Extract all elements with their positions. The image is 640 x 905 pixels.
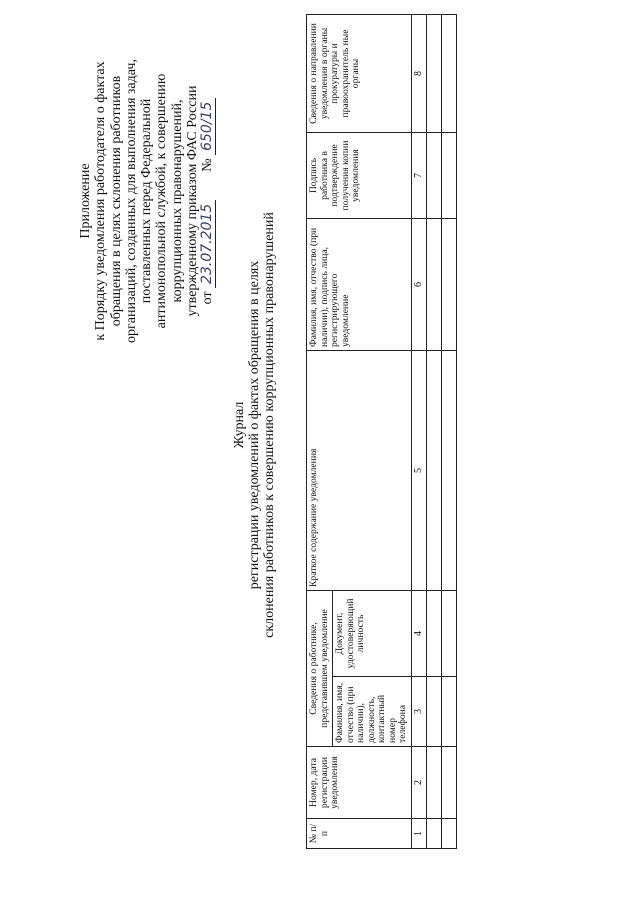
empty-cell [442,677,457,747]
number-prefix: № [200,158,216,172]
journal-subtitle: склонения работников к совершению коррупционных правонарушений [262,212,277,638]
column-number: 8 [411,15,427,133]
empty-cell [442,351,457,591]
appendix-line: поставленных перед Федеральной [139,98,155,304]
header-cell: Сведения о направлении уведомления в органы прокуратуры и правоохранитель ные органы [307,15,412,133]
empty-cell [427,15,442,133]
header-cell: Фамилия, имя, отчество (при наличии), подпись лица, регистрирующего уведомление [307,219,412,351]
journal-heading [232,195,277,655]
column-number: 2 [411,747,427,819]
empty-table-row [427,15,442,849]
appendix-line: утвержденному приказом ФАС России [185,85,201,317]
column-number: 6 [411,219,427,351]
column-number: 3 [411,677,427,747]
empty-cell [442,219,457,351]
header-group-cell: Сведения о работнике, представившем уведомление [307,591,333,747]
order-date-number [200,42,215,360]
column-number-row [411,15,427,849]
appendix-title: Приложение [78,163,93,239]
registration-table [306,14,457,849]
header-cell: № п/п [307,819,412,849]
empty-cell [442,747,457,819]
empty-cell [427,819,442,849]
appendix-line: обращения в целях склонения работников [108,75,124,327]
empty-cell [427,747,442,819]
empty-cell [442,591,457,677]
empty-table-row [442,15,457,849]
column-number: 4 [411,591,427,677]
column-number: 7 [411,133,427,219]
empty-cell [442,819,457,849]
column-number: 5 [411,351,427,591]
appendix-line: коррупционных правонарушений, [169,99,185,303]
appendix-line: антимонопольной службой, к совершению [154,73,170,329]
handwritten-number: 650/15 [199,98,216,155]
header-cell: Краткое содержание уведомления [307,351,412,591]
empty-cell [427,133,442,219]
empty-cell [427,351,442,591]
appendix-block [78,42,216,360]
header-cell: Документ, удостоверяющий личность [333,591,412,677]
journal-title: Журнал [232,401,247,449]
empty-cell [442,133,457,219]
handwritten-date: 23.07.2015 [199,200,216,288]
header-cell: Фамилия, имя, отчество (при наличии), должность, контактный номер телефона [333,677,412,747]
appendix-line: организаций, созданных для выполнения задач, [123,59,139,343]
empty-cell [427,219,442,351]
date-prefix: от [200,291,216,305]
header-row [307,15,333,849]
header-cell: Номер, дата регистрации уведомления [307,747,412,819]
empty-cell [427,677,442,747]
header-cell: Подпись работника в подтверждение получения копии уведомления [307,133,412,219]
journal-subtitle: регистрации уведомлений о фактах обращения в целях [247,260,262,590]
appendix-line: к Порядку уведомления работодателя о фактах [93,61,109,341]
column-number: 1 [411,819,427,849]
empty-cell [442,15,457,133]
empty-cell [427,591,442,677]
